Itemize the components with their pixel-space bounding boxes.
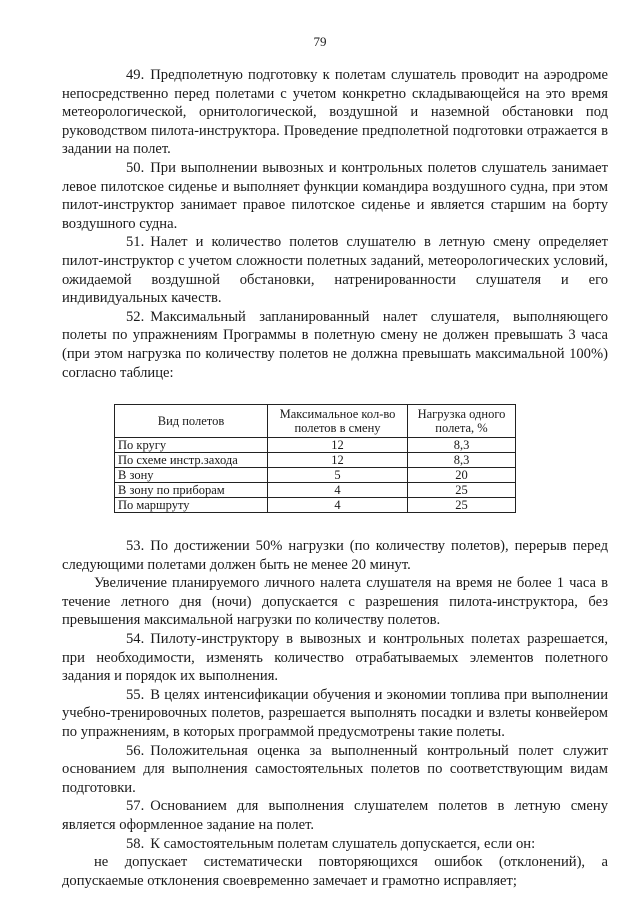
table-row (115, 483, 516, 498)
paragraph-text: По достижении 50% нагрузки (по количеству полетов), перерыв перед следующими полетами должен быть не менее 20 минут. (62, 538, 608, 573)
table-cell-flight-type: В зону по приборам (115, 483, 268, 498)
paragraph-52 (62, 308, 608, 382)
table-row (115, 438, 516, 453)
table-cell-max-flights: 4 (268, 483, 408, 498)
paragraph-58-condition (62, 853, 608, 890)
paragraph-number: 58. (126, 835, 145, 852)
column-header-load-per-flight: Нагрузка одного полета, % (408, 405, 516, 438)
paragraph-56 (62, 742, 608, 798)
table-cell-max-flights: 4 (268, 498, 408, 513)
paragraph-text: Предполетную подготовку к полетам слушатель проводит на аэродроме непосредственно перед полетами с учетом конкретно складывающейся на это время метеорологической, орнитологической, воздушной и наземной обстановки под руководством пилота-инструктора. Проведение предполетной подготовки отражается в задании на полет. (62, 67, 608, 158)
table-cell-max-flights: 5 (268, 468, 408, 483)
paragraph-text: Пилоту-инструктору в вывозных и контрольных полетах разрешается, при необходимости, изменять количество отрабатываемых элементов полетного задания и порядок их выполнения. (62, 631, 608, 685)
paragraph-number: 52. (126, 308, 145, 325)
paragraph-number: 50. (126, 159, 145, 176)
paragraph-54 (62, 630, 608, 686)
table-cell-load: 25 (408, 483, 516, 498)
paragraph-53 (62, 537, 608, 574)
paragraph-49 (62, 66, 608, 159)
table-cell-flight-type: В зону (115, 468, 268, 483)
paragraph-text: В целях интенсификации обучения и экономии топлива при выполнении учебно-тренировочных полетов, разрешается выполнять посадки и взлеты конвейером по упражнениям, в которых программой предусмотрены такие полеты. (62, 686, 608, 741)
paragraph-text: Максимальный запланированный налет слушателя, выполняющего полеты по упражнениям Программы в полетную смену не должен превышать 3 часа (при этом нагрузка по количеству полетов не должна превышать максимальной 100%) согласно таблице: (62, 308, 608, 381)
table-cell-flight-type: По маршруту (115, 498, 268, 513)
paragraph-57 (62, 797, 608, 834)
table-row (115, 468, 516, 483)
paragraph-number: 51. (126, 234, 145, 251)
paragraph-55 (62, 686, 608, 742)
table-row (115, 498, 516, 513)
paragraph-text: Основанием для выполнения слушателем полетов в летную смену является оформленное задание на полет. (62, 798, 608, 833)
paragraph-number: 55. (126, 686, 145, 703)
table-cell-flight-type: По схеме инстр.захода (115, 453, 268, 468)
table-cell-max-flights: 12 (268, 438, 408, 453)
column-header-max-flights: Максимальное кол-во полетов в смену (268, 405, 408, 438)
table-cell-flight-type: По кругу (115, 438, 268, 453)
paragraph-text: Налет и количество полетов слушателю в летную смену определяет пилот-инструктор с учетом сложности полетных заданий, метеорологических условий, ожидаемой воздушной обстановки, натренированности слушателя и его индивидуальных качеств. (62, 234, 608, 307)
table-cell-load: 8,3 (408, 453, 516, 468)
document-body (62, 66, 608, 890)
paragraph-text: К самостоятельным полетам слушатель допускается, если он: (150, 835, 536, 852)
table-cell-max-flights: 12 (268, 453, 408, 468)
paragraph-number: 56. (126, 742, 145, 759)
paragraph-text: Положительная оценка за выполненный контрольный полет служит основанием для выполнения самостоятельных полетов по соответствующим видам подготовки. (62, 742, 608, 796)
paragraph-number: 49. (126, 67, 145, 83)
paragraph-text: При выполнении вывозных и контрольных полетов слушатель занимает левое пилотское сиденье и выполняет функции командира воздушного судна, при этом пилот-инструктор занимает правое пилотское сиденье и является старшим на борту воздушного судна. (62, 159, 608, 232)
paragraph-text: Увеличение планируемого личного налета слушателя на время не более 1 часа в течение летного дня (ночи) допускается с разрешения пилота-инструктора, без превышения максимальной нагрузки по количеству полетов. (62, 575, 608, 629)
page-number: 79 (313, 34, 327, 49)
flight-load-table-wrapper (114, 404, 608, 513)
table-cell-load: 8,3 (408, 438, 516, 453)
column-header-flight-type: Вид полетов (115, 405, 268, 438)
paragraph-50 (62, 159, 608, 233)
flight-load-table (114, 404, 516, 513)
table-cell-load: 25 (408, 498, 516, 513)
table-cell-load: 20 (408, 468, 516, 483)
paragraph-53-continuation (62, 574, 608, 630)
paragraph-58 (62, 835, 608, 854)
paragraph-number: 53. (126, 538, 145, 555)
paragraph-number: 57. (126, 798, 145, 815)
paragraph-51 (62, 233, 608, 307)
paragraph-text: не допускает систематически повторяющихся ошибок (отклонений), а допускаемые отклонения своевременно замечает и грамотно исправляет; (62, 854, 608, 889)
table-header-row (115, 405, 516, 438)
table-row (115, 453, 516, 468)
paragraph-number: 54. (126, 631, 145, 648)
